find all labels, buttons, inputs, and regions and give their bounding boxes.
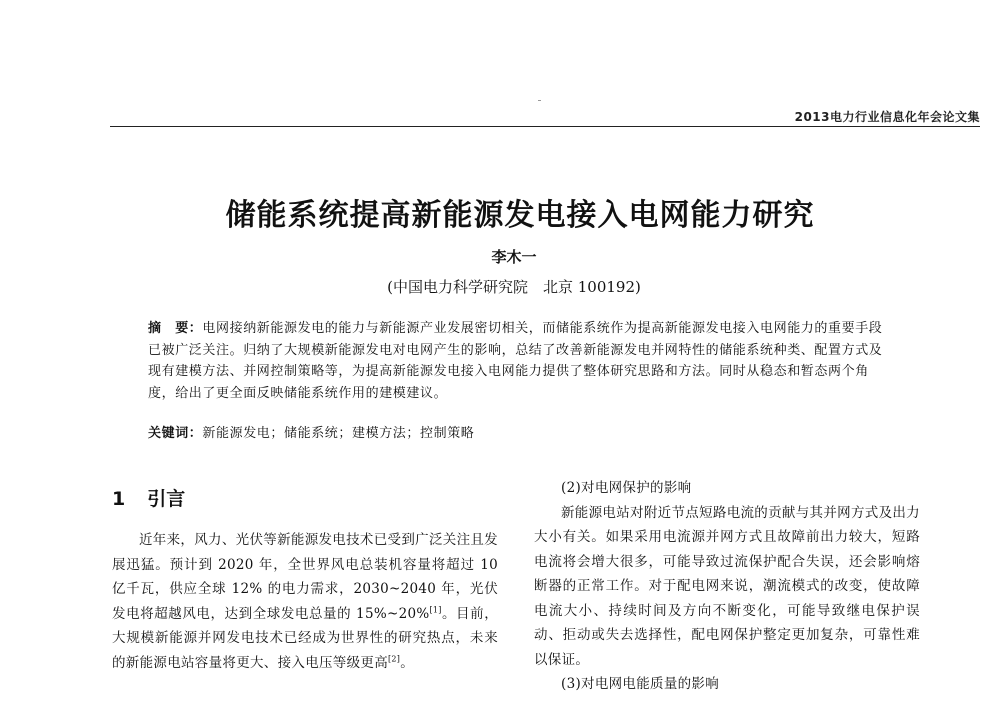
paper-affiliation: (中国电力科学研究院 北京 100192) bbox=[387, 278, 641, 296]
subhead-protection: (2)对电网保护的影响 bbox=[561, 480, 692, 496]
intro-paragraph bbox=[112, 528, 498, 675]
left-column bbox=[112, 528, 498, 675]
paper-author: 李木一 bbox=[491, 248, 537, 266]
protection-paragraph: 新能源电站对附近节点短路电流的贡献与其并网方式及出力大小有关。如果采用电流源并网方式且故障前出力较大，短路电流将会增大很多，可能导致过流保护配合失误，还会影响熔断器的正常工作。对于配电网来说，潮流模式的改变，使故障电流大小、持续时间及方向不断变化，可能导致继电保护误动、拒动或失去选择性，配电网保护整定更加复杂，可靠性难以保证。 bbox=[534, 504, 920, 668]
paper-title: 储能系统提高新能源发电接入电网能力研究 bbox=[225, 198, 815, 233]
right-column bbox=[534, 476, 920, 697]
section-title: 引言 bbox=[147, 488, 186, 510]
intro-text-a: 近年来，风力、光伏等新能源发电技术已受到广泛关注且发展迅猛。预计到 2020 年，全世界风电总装机容量将超过 10 亿千瓦，供应全球 12% 的电力需求，2030~2040 年，光伏发电将超越风电，达到全球发电总量的 15%~20% bbox=[112, 532, 498, 622]
scan-speck bbox=[538, 100, 541, 101]
citation-2: [2] bbox=[388, 654, 401, 663]
keywords-text: 新能源发电；储能系统；建模方法；控制策略 bbox=[202, 426, 475, 441]
abstract-text: 电网接纳新能源发电的能力与新能源产业发展密切相关，而储能系统作为提高新能源发电接入电网能力的重要手段已被广泛关注。归纳了大规模新能源发电对电网产生的影响，总结了改善新能源发电并网特性的储能系统种类、配置方式及现有建模方法、并网控制策略等，为提高新能源发电接入电网能力提供了整体研究思路和方法。同时从稳态和暂态两个角度，给出了更全面反映储能系统作用的建模建议。 bbox=[148, 321, 883, 401]
section-heading-introduction bbox=[112, 484, 185, 511]
keywords bbox=[148, 424, 888, 444]
header-rule bbox=[110, 126, 980, 127]
keywords-label: 关键词： bbox=[148, 426, 203, 441]
intro-text-b: 。目前，大规模新能源并网发电技术已经成为世界性的研究热点，未来的新能源电站容量将更大、接入电压等级更高 bbox=[112, 605, 498, 671]
citation-1: [1] bbox=[429, 605, 442, 614]
running-header: 2013电力行业信息化年会论文集 bbox=[794, 110, 980, 124]
section-number: 1 bbox=[112, 488, 126, 510]
intro-text-c: 。 bbox=[400, 654, 415, 671]
abstract-label: 摘 要： bbox=[148, 321, 203, 336]
abstract bbox=[148, 318, 888, 404]
subhead-power-quality: (3)对电网电能质量的影响 bbox=[561, 676, 720, 692]
